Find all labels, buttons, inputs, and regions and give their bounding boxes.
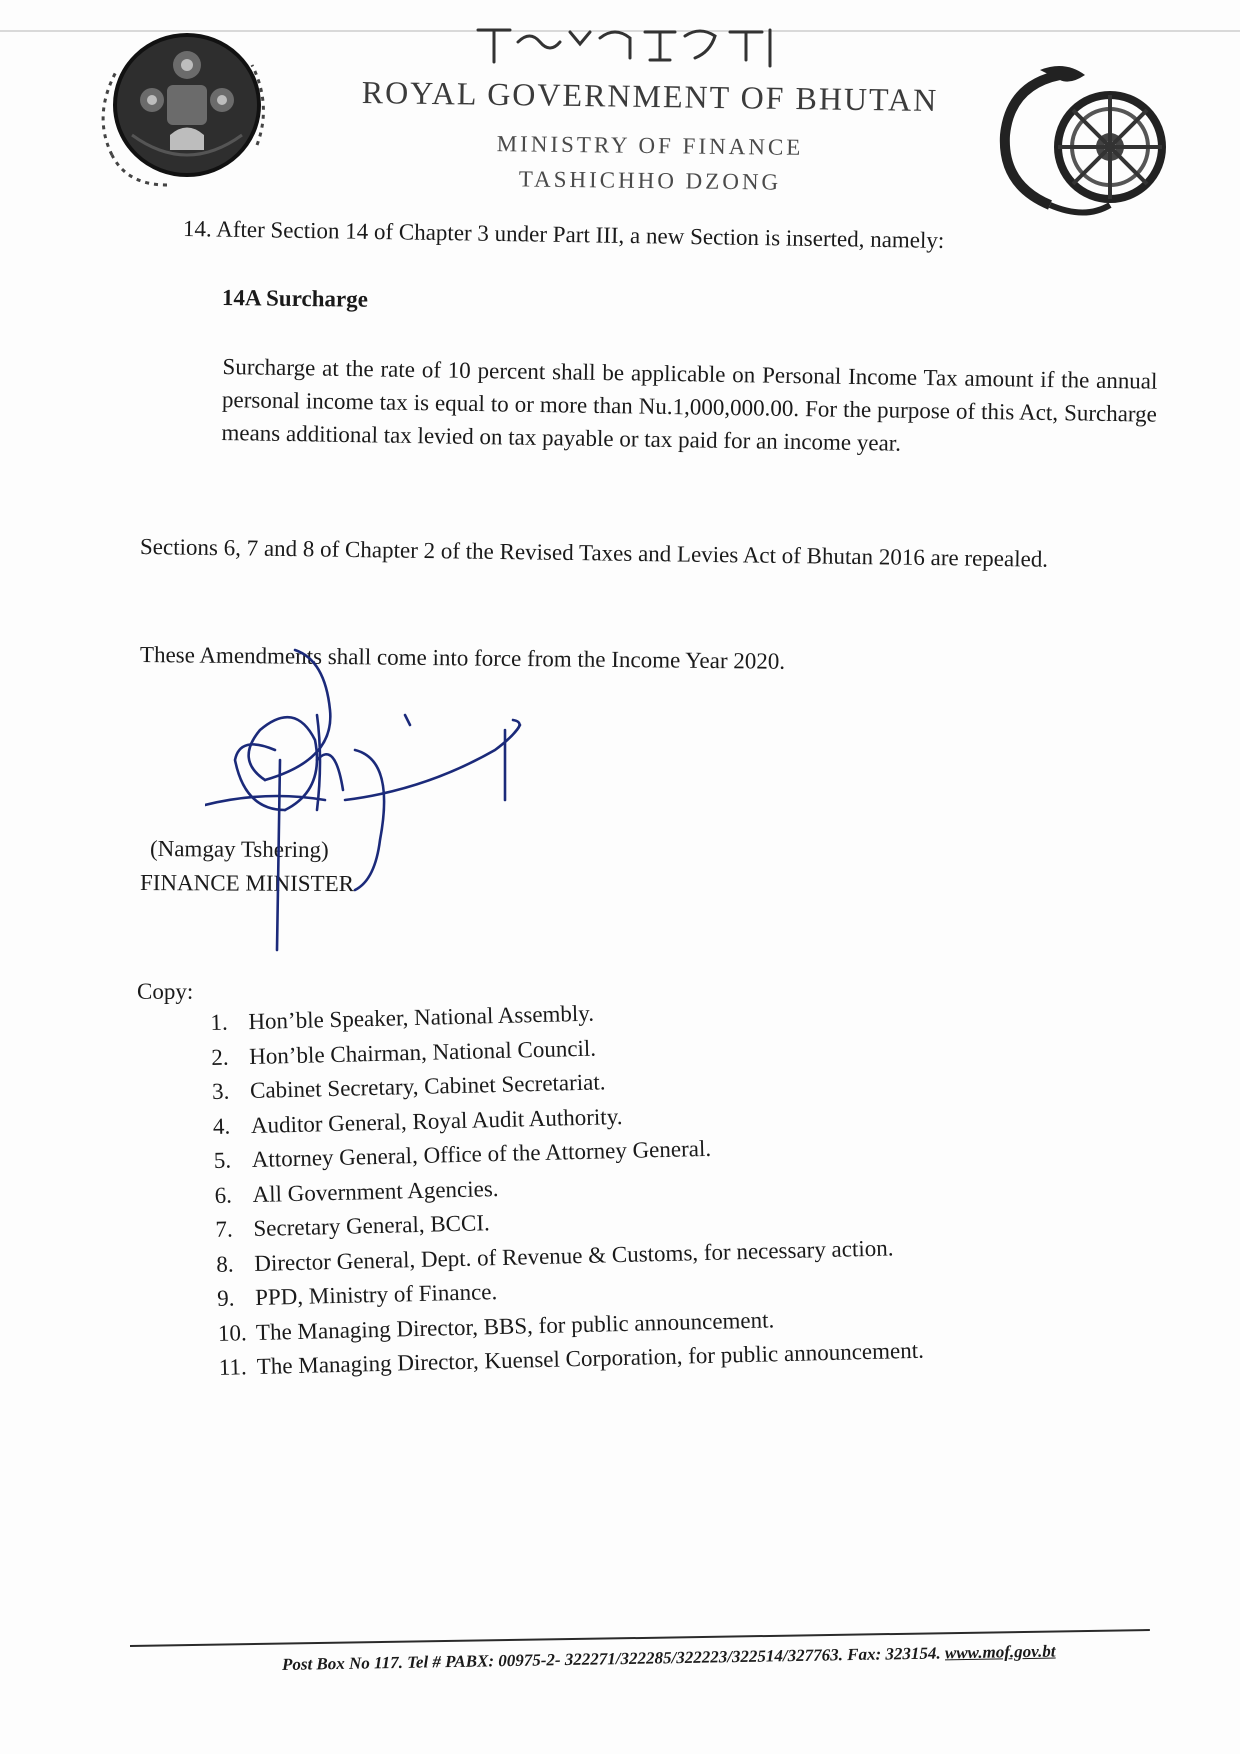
- handwritten-signature-icon: [205, 640, 585, 960]
- repeal-paragraph: Sections 6, 7 and 8 of Chapter 2 of the Revised Taxes and Levies Act of Bhutan 2016 are repealed.: [139, 534, 1049, 572]
- list-item: 2. Hon’ble Chairman, National Council.: [210, 1035, 597, 1070]
- footer-contact-text: Post Box No 117. Tel # PABX: 00975-2- 322271/322285/322223/322514/327763. Fax: 323154.: [281, 1643, 941, 1674]
- dzongkha-heading-icon: [470, 22, 830, 70]
- ministry-name: MINISTRY OF FINANCE: [496, 131, 804, 160]
- list-item: 3. Cabinet Secretary, Cabinet Secretariat.: [211, 1069, 606, 1104]
- list-item: 11. The Managing Director, Kuensel Corporation, for public announcement.: [218, 1337, 925, 1380]
- copy-label: Copy:: [137, 979, 194, 1004]
- list-item: 4. Auditor General, Royal Audit Authority.: [212, 1103, 623, 1139]
- section-paragraph: Surcharge at the rate of 10 percent shall be applicable on Personal Income Tax amount if the annual personal income tax is equal to or more than Nu.1,000,000.00. For the purpose of this Act, Surcharge means additional tax levied on tax payable or tax paid for an income year.: [221, 354, 1158, 456]
- section-intro: 14. After Section 14 of Chapter 3 under Part III, a new Section is inserted, namely:: [182, 216, 945, 253]
- section-heading: 14A Surcharge: [221, 285, 369, 312]
- effective-date-paragraph: These Amendments shall come into force from the Income Year 2020.: [139, 642, 786, 674]
- list-item: 10. The Managing Director, BBS, for public announcement.: [217, 1306, 775, 1346]
- office-location: TASHICHHO DZONG: [518, 166, 782, 195]
- list-item: 5. Attorney General, Office of the Attorney General.: [213, 1135, 712, 1173]
- signatory-name: (Namgay Tshering): [149, 836, 329, 863]
- footer-website-link[interactable]: www.mof.gov.bt: [944, 1641, 1056, 1663]
- government-title: ROYAL GOVERNMENT OF BHUTAN: [361, 73, 939, 119]
- list-item: 9. PPD, Ministry of Finance.: [216, 1279, 498, 1311]
- list-item: 7. Secretary General, BCCI.: [215, 1210, 490, 1242]
- signatory-title: FINANCE MINISTER: [139, 870, 355, 897]
- list-item: 8. Director General, Dept. of Revenue & Customs, for necessary action.: [215, 1234, 894, 1277]
- list-item: 6. All Government Agencies.: [214, 1175, 499, 1208]
- list-item: 1. Hon’ble Speaker, National Assembly.: [210, 1000, 595, 1035]
- dragon-wheel-emblem-icon: [990, 55, 1175, 220]
- ministry-seal-icon: [72, 25, 307, 195]
- copy-list: [210, 984, 1119, 1385]
- footer-contact: [282, 1640, 1142, 1675]
